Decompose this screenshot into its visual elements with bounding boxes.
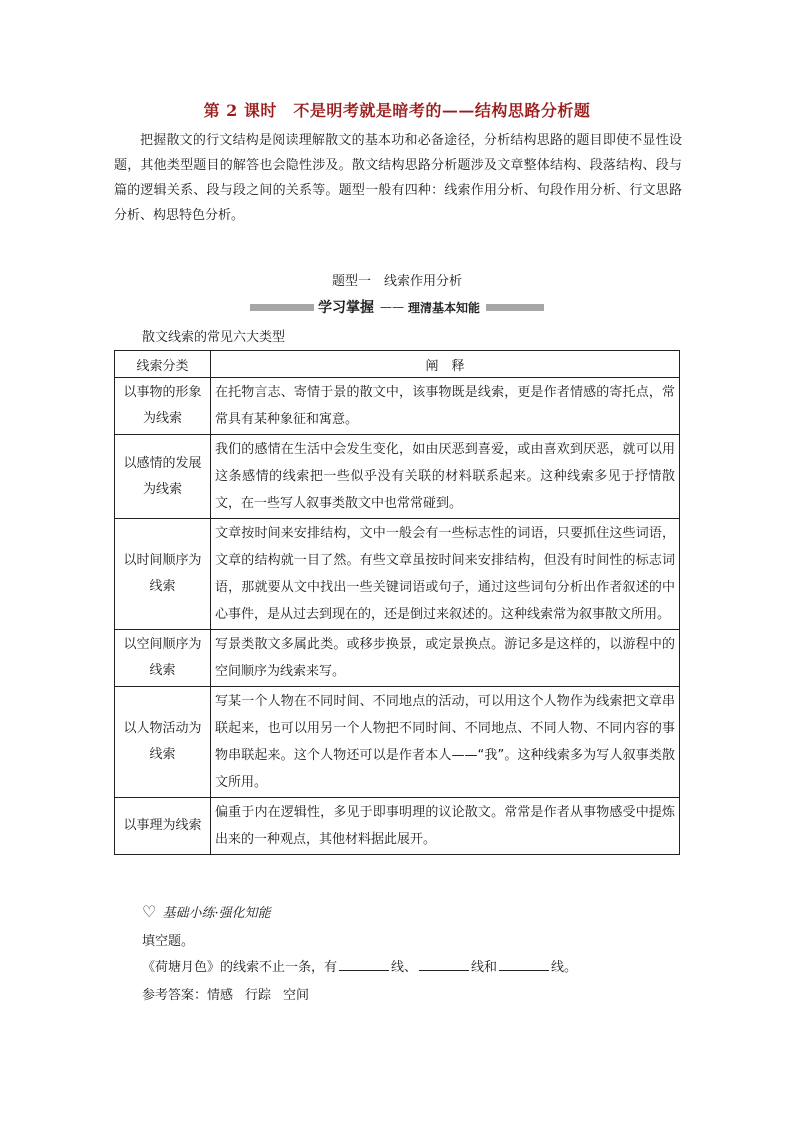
heart-icon: ♡ — [142, 902, 157, 921]
section-title: 题型一 线索作用分析 — [331, 274, 462, 289]
practice-heading — [142, 902, 271, 921]
question-mid-2: 线和 — [471, 960, 498, 975]
practice-heading-label: 基础小练·强化知能 — [162, 906, 271, 921]
question-suffix: 线。 — [551, 960, 578, 975]
row-description: 偏重于内在逻辑性，多见于即事明理的议论散文。常常是作者从事物感受中提炼出来的一种观点，其他材料据此展开。 — [211, 798, 680, 855]
answer-label: 参考答案： — [142, 988, 208, 1003]
study-banner — [0, 297, 794, 317]
fill-in-instruction: 填空题。 — [142, 934, 195, 949]
banner-sub-label: 理清基本知能 — [407, 300, 480, 315]
banner-bar-right — [486, 304, 544, 311]
clue-types-table — [114, 350, 680, 855]
row-description: 在托物言志、寄情于景的散文中，该事物既是线索，更是作者情感的寄托点，常常具有某种象征和寓意。 — [211, 378, 680, 435]
table-row — [115, 687, 680, 798]
answer-item: 行踪 — [245, 988, 272, 1003]
table-row — [115, 630, 680, 687]
table-caption: 散文线索的常见六大类型 — [142, 330, 286, 345]
question-mid-1: 线、 — [391, 960, 418, 975]
question-prefix: 《荷塘月色》的线索不止一条，有 — [142, 960, 338, 975]
row-description: 文章按时间来安排结构，文中一般会有一些标志性的词语，只要抓住这些词语，文章的结构就一目了然。有些文章虽按时间来安排结构，但没有时间性的标志词语，那就要从文中找出一些关键词语或句子，通过这些词句分析出作者叙述的中心事件，是从过去到现在的，还是倒过来叙述的。这种线索常为叙事散文所用。 — [211, 519, 680, 630]
answer-blank-2[interactable] — [419, 959, 469, 971]
table-row — [115, 519, 680, 630]
row-category: 以时间顺序为线索 — [115, 519, 211, 630]
table-row — [115, 378, 680, 435]
row-category: 以人物活动为线索 — [115, 687, 211, 798]
answer-blank-1[interactable] — [339, 959, 389, 971]
answer-blank-3[interactable] — [499, 959, 549, 971]
row-category: 以感情的发展为线索 — [115, 435, 211, 519]
answer-item: 情感 — [207, 988, 234, 1003]
row-description: 我们的感情在生活中会发生变化，如由厌恶到喜爱，或由喜欢到厌恶，就可以用这条感情的线索把一些似乎没有关联的材料联系起来。这种线索多见于抒情散文，在一些写人叙事类散文中也常常碰到。 — [211, 435, 680, 519]
table-header-row — [115, 351, 680, 378]
row-description: 写某一个人物在不同时间、不同地点的活动，可以用这个人物作为线索把文章串联起来，也可以用另一个人物把不同时间、不同地点、不同人物、不同内容的事物串联起来。这个人物还可以是作者本人——“我”。这种线索多为写人叙事类散文所用。 — [211, 687, 680, 798]
intro-paragraph: 把握散文的行文结构是阅读理解散文的基本功和必备途径，分析结构思路的题目即使不显性设题，其他类型题目的解答也会隐性涉及。散文结构思路分析题涉及文章整体结构、段落结构、段与篇的逻辑关系、段与段之间的关系等。题型一般有四种：线索作用分析、句段作用分析、行文思路分析、构思特色分析。 — [114, 133, 682, 223]
row-description: 写景类散文多属此类。或移步换景，或定景换点。游记多是这样的，以游程中的空间顺序为线索来写。 — [211, 630, 680, 687]
table-row — [115, 435, 680, 519]
reference-answer — [142, 984, 321, 1003]
row-category: 以事物的形象为线索 — [115, 378, 211, 435]
header-description: 阐 释 — [211, 351, 680, 378]
lesson-title: 第 2 课时 不是明考就是暗考的——结构思路分析题 — [203, 101, 591, 120]
fill-in-question — [142, 956, 577, 975]
banner-bar-left — [250, 304, 314, 311]
row-category: 以事理为线索 — [115, 798, 211, 855]
table-row — [115, 798, 680, 855]
answer-item: 空间 — [283, 988, 310, 1003]
header-category: 线索分类 — [115, 351, 211, 378]
row-category: 以空间顺序为线索 — [115, 630, 211, 687]
banner-main-label: 学习掌握 — [317, 300, 374, 316]
banner-dash: —— — [379, 300, 404, 314]
